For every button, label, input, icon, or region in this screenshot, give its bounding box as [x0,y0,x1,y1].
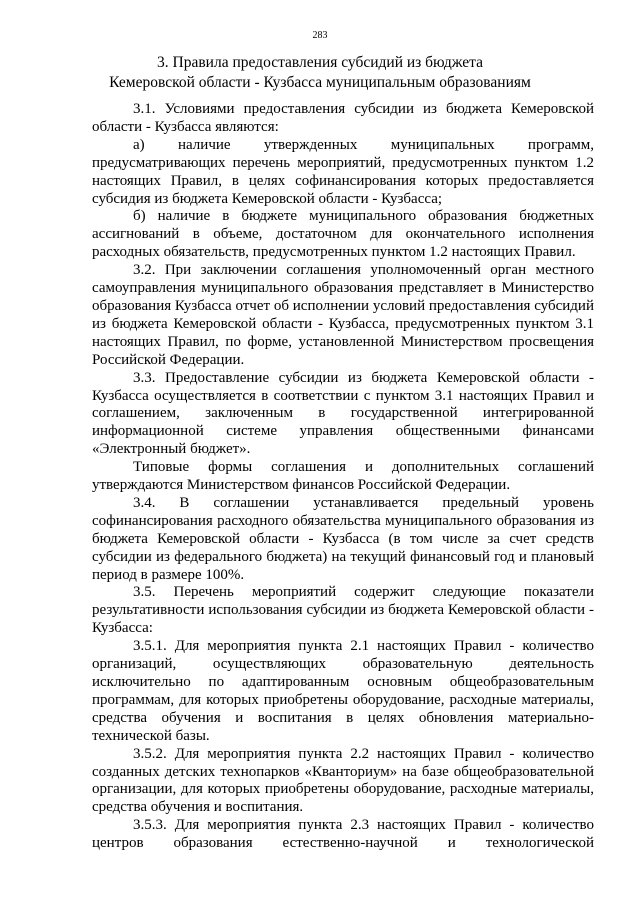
paragraph-standard-forms: Типовые формы соглашения и дополнительных соглашений утверждаются Министерством финансов Российской Федерации. [92,459,594,494]
paragraph-3-1: 3.1. Условиями предоставления субсидии из бюджета Кемеровской области - Кузбасса являются: [92,101,594,135]
paragraph-3-3: 3.3. Предоставление субсидии из бюджета Кемеровской области - Кузбасса осуществляется в соответствии с пунктом 3.1 настоящих Правил и соглашением, заключенным в государственной интегрированной информационной системе управления общественными финансами «Электронный бюджет». [92,369,594,458]
section-heading-line-2: Кемеровской области - Кузбасса муниципальным образованиям [109,74,531,91]
page-number: 283 [312,30,328,41]
paragraph-3-1-a: а) наличие утвержденных муниципальных программ, предусматривающих перечень мероприятий, предусмотренных пунктом 1.2 настоящих Правил, в целях софинансирования которых предоставляется субсидия из бюджета Кемеровской области - Кузбасса; [92,136,594,207]
section-heading [60,53,580,93]
paragraph-3-4: 3.4. В соглашении устанавливается предельный уровень софинансирования расходного обязательства муниципального образования из бюджета Кемеровской области - Кузбасса (в том числе за счет средств субсидии из федерального бюджета) на текущий финансовый год и плановый период в размере 100%. [92,494,594,583]
paragraph-3-5-2: 3.5.2. Для мероприятия пункта 2.2 настоящих Правил - количество созданных детских технопарков «Кванториум» на базе общеобразовательной организации, для которых приобретены оборудование, расходные материалы, средства обучения и воспитания. [92,745,594,816]
paragraph-3-1-b: б) наличие в бюджете муниципального образования бюджетных ассигнований в объеме, достаточном для окончательного исполнения расходных обязательств, предусмотренных пунктом 1.2 настоящих Правил. [92,208,594,261]
section-heading-line-1: 3. Правила предоставления субсидий из бюджета [157,54,483,71]
paragraph-3-2: 3.2. При заключении соглашения уполномоченный орган местного самоуправления муниципального образования представляет в Министерство образования Кузбасса отчет об исполнении условий предоставления субсидий из бюджета Кемеровской области - Кузбасса, предусмотренных пунктом 3.1 настоящих Правил, по форме, установленной Министерством просвещения Российской Федерации. [92,262,594,368]
document-body [92,101,594,853]
paragraph-3-5: 3.5. Перечень мероприятий содержит следующие показатели результативности использования субсидии из бюджета Кемеровской области - Кузбасса: [92,584,594,637]
paragraph-3-5-3: 3.5.3. Для мероприятия пункта 2.3 настоящих Правил - количество центров образования естественно-научной и технологической [92,817,594,852]
paragraph-3-5-1: 3.5.1. Для мероприятия пункта 2.1 настоящих Правил - количество организаций, осуществляющих образовательную деятельность исключительно по адаптированным основным общеобразовательным программам, для которых приобретены оборудование, расходные материалы, средства обучения и воспитания в целях обновления материально-технической базы. [92,638,594,744]
